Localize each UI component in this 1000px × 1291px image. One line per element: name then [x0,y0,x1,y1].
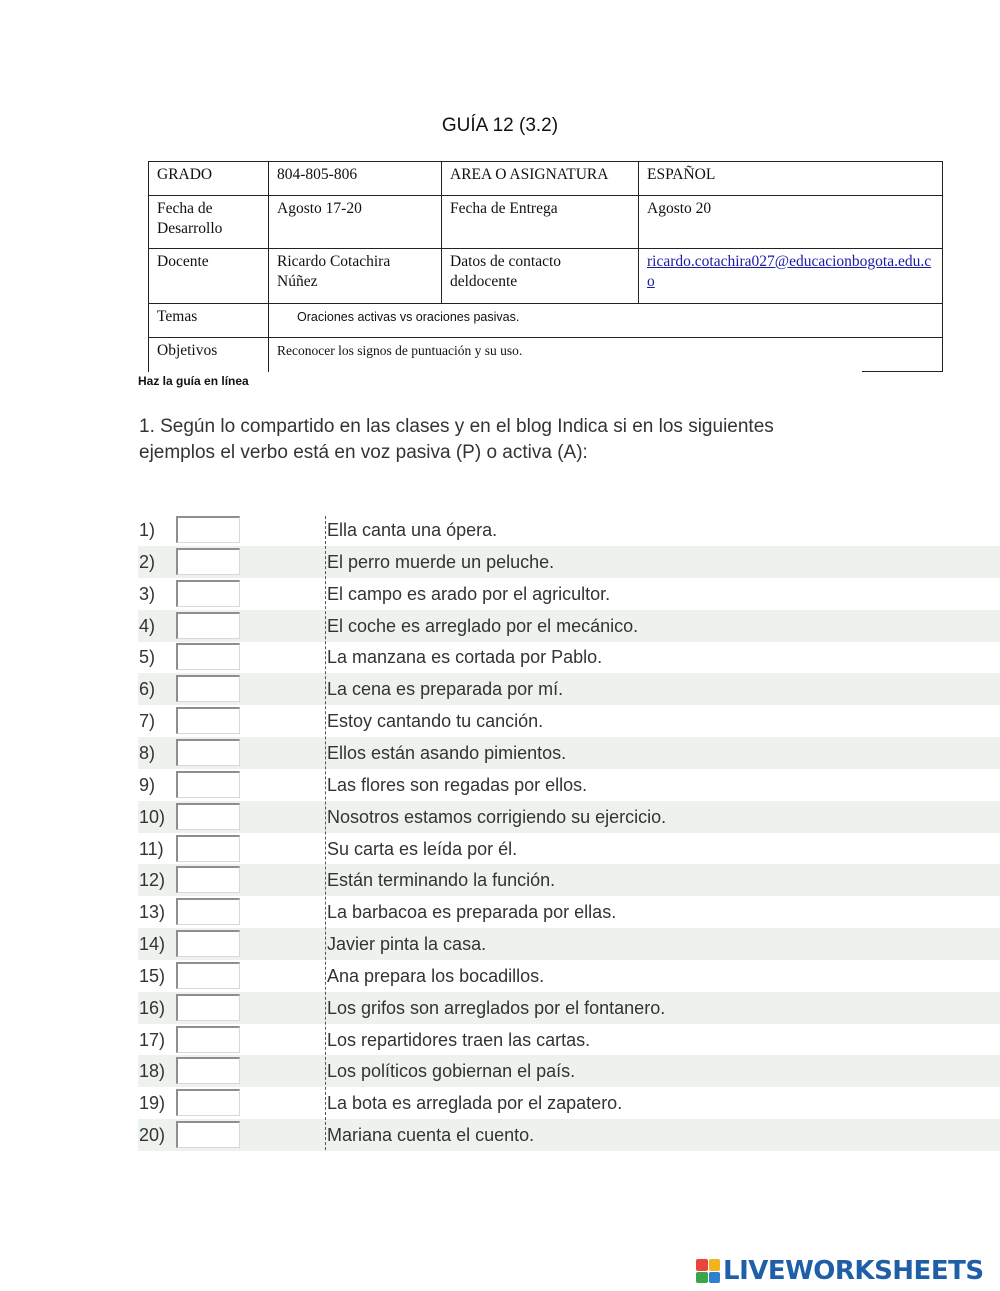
row-stripe [138,864,1000,896]
item-number: 1) [139,520,156,540]
answer-input[interactable] [176,930,240,957]
delivery-date-label: Fecha de Entrega [442,196,639,249]
logo-text: LIVEWORKSHEETS [723,1256,984,1286]
answer-input[interactable] [176,1026,240,1053]
exercise-row [0,928,1000,960]
grade-value: 804-805-806 [269,162,442,196]
contact-email-cell [639,249,943,304]
exercise-row [0,1087,1000,1119]
exercise-row [0,1119,1000,1151]
exercise-row [0,641,1000,673]
answer-input[interactable] [176,1089,240,1116]
answer-input[interactable] [176,898,240,925]
exercise-row [0,514,1000,546]
answer-input[interactable] [176,1057,240,1084]
exercise-row [0,896,1000,928]
answer-input[interactable] [176,516,240,543]
answer-input[interactable] [176,643,240,670]
row-stripe [138,1119,1000,1151]
topics-label: Temas [149,304,269,338]
answer-input[interactable] [176,866,240,893]
liveworksheets-logo [696,1256,984,1286]
item-sentence: La cena es preparada por mí. [327,679,564,700]
contact-label: Datos de contacto deldocente [442,249,639,304]
liveworksheets-logo-icon [696,1259,720,1283]
table-bottom-border [862,371,943,372]
item-number: 10) [139,806,166,827]
exercise-row [0,578,1000,610]
topics-cell [269,304,943,338]
objectives-value: Reconocer los signos de puntuación y su uso. [269,338,943,372]
item-number: 11) [139,838,164,859]
info-table [148,161,943,372]
teacher-label: Docente [149,249,269,304]
topics-value: Oraciones activas vs oraciones pasivas. [297,310,520,324]
answer-input[interactable] [176,994,240,1021]
exercise-row [0,864,1000,896]
exercise-row [0,769,1000,801]
answer-input[interactable] [176,803,240,830]
exercise-row [0,833,1000,865]
exercise-row [0,1055,1000,1087]
item-sentence: La manzana es cortada por Pablo. [327,647,603,668]
item-sentence: El coche es arreglado por el mecánico. [327,615,639,636]
exercise-row [0,801,1000,833]
instructions: 1. Según lo compartido en las clases y en el blog Indica si en los siguientes ejemplos el verbo está en voz pasiva (P) o activa (A): [139,416,774,463]
item-sentence: El campo es arado por el agricultor. [327,583,611,604]
grade-label: GRADO [149,162,269,196]
item-sentence: Mariana cuenta el cuento. [327,1125,535,1146]
item-number: 5) [139,647,156,668]
item-number: 14) [139,934,166,955]
item-number: 3) [139,583,156,604]
answer-input[interactable] [176,962,240,989]
answer-input[interactable] [176,612,240,639]
item-sentence: Su carta es leída por él. [327,838,518,859]
item-number: 18) [139,1061,166,1082]
online-note: Haz la guía en línea [138,374,249,388]
answer-input[interactable] [176,1121,240,1148]
item-sentence: Ellos están asando pimientos. [327,742,567,763]
subject-label: AREA O ASIGNATURA [442,162,639,196]
answer-input[interactable] [176,548,240,575]
development-date-label: Fecha de Desarrollo [149,196,269,249]
exercise-row [0,960,1000,992]
exercise-row [0,705,1000,737]
exercise-row [0,737,1000,769]
item-sentence: Estoy cantando tu canción. [327,711,544,732]
item-sentence: La barbacoa es preparada por ellas. [327,902,617,923]
item-number: 7) [139,711,156,732]
page-title: GUÍA 12 (3.2) [441,115,559,136]
item-sentence: Están terminando la función. [327,870,556,891]
contact-email-link[interactable]: ricardo.cotachira027@educacionbogota.edu.co [647,253,932,290]
exercise-row [0,1024,1000,1056]
item-sentence: Los políticos gobiernan el país. [327,1061,576,1082]
item-sentence: Javier pinta la casa. [327,934,487,955]
item-sentence: Las flores son regadas por ellos. [327,774,588,795]
item-number: 9) [139,774,156,795]
item-number: 16) [139,997,166,1018]
item-number: 8) [139,742,156,763]
exercise-row [0,610,1000,642]
row-stripe [138,928,1000,960]
item-sentence: Los grifos son arreglados por el fontanero. [327,997,666,1018]
subject-value: ESPAÑOL [639,162,943,196]
item-number: 20) [139,1125,166,1146]
item-sentence: Nosotros estamos corrigiendo su ejercicio. [327,806,667,827]
objectives-label: Objetivos [149,338,269,372]
exercise-row [0,992,1000,1024]
item-sentence: La bota es arreglada por el zapatero. [327,1093,623,1114]
answer-input[interactable] [176,771,240,798]
item-sentence: Ana prepara los bocadillos. [327,965,545,986]
development-date-value: Agosto 17-20 [269,196,442,249]
teacher-value: Ricardo Cotachira Núñez [269,249,442,304]
item-number: 4) [139,615,156,636]
item-sentence: El perro muerde un peluche. [327,551,555,572]
item-number: 19) [139,1093,166,1114]
item-number: 2) [139,551,156,572]
item-number: 15) [139,965,166,986]
row-stripe [138,737,1000,769]
answer-input[interactable] [176,580,240,607]
answer-input[interactable] [176,835,240,862]
exercise-row [0,546,1000,578]
delivery-date-value: Agosto 20 [639,196,943,249]
exercise-row [0,673,1000,705]
item-sentence: Ella canta una ópera. [327,520,498,540]
item-number: 6) [139,679,156,700]
column-divider [325,516,326,1150]
item-number: 12) [139,870,166,891]
row-stripe [138,673,1000,705]
answer-input[interactable] [176,675,240,702]
item-number: 13) [139,902,166,923]
item-sentence: Los repartidores traen las cartas. [327,1029,591,1050]
row-stripe [138,546,1000,578]
answer-input[interactable] [176,739,240,766]
item-number: 17) [139,1029,166,1050]
answer-input[interactable] [176,707,240,734]
